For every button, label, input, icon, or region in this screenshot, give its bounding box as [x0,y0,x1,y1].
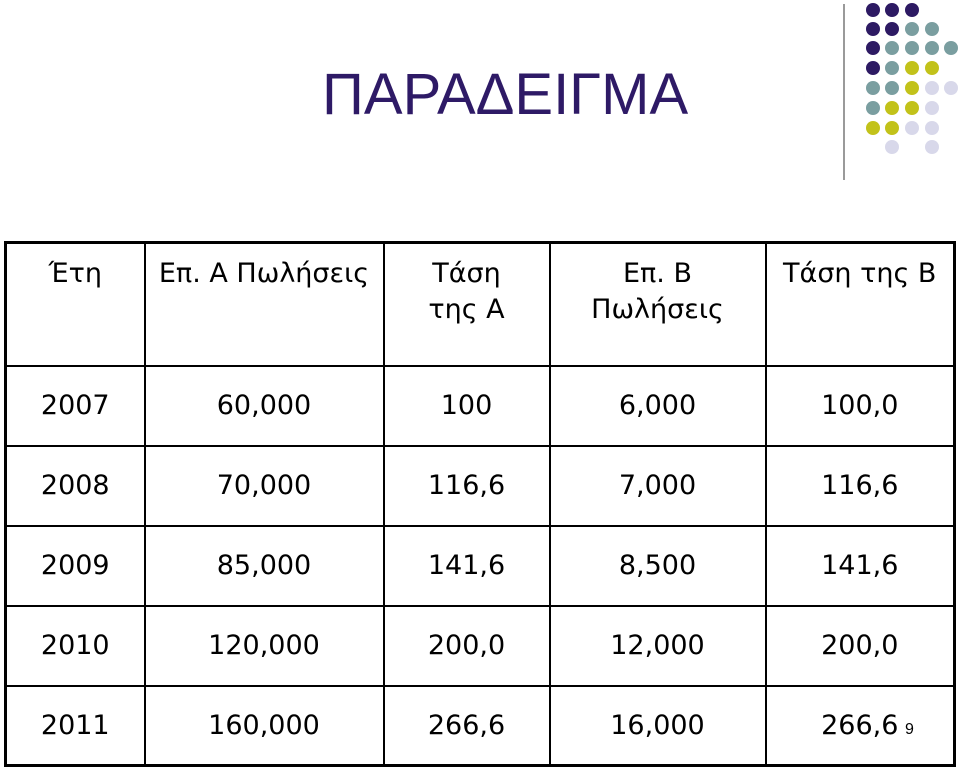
cell-a-trend: 200,0 [384,606,550,686]
decorative-dot [866,121,880,135]
cell-b-trend: 141,6 [766,526,955,606]
decorative-dot [885,81,899,95]
decorative-dot [944,41,958,55]
cell-a-trend: 141,6 [384,526,550,606]
table-row [6,446,955,526]
page-number: 9 [905,721,914,738]
cell-year: 2010 [6,606,145,686]
decorative-dot [866,81,880,95]
cell-a-sales: 120,000 [145,606,384,686]
decorative-dot [925,121,939,135]
decorative-dot [905,101,919,115]
cell-b-sales: 8,500 [550,526,766,606]
sales-table [4,241,956,767]
decorative-dot [885,3,899,17]
decorative-dot [905,121,919,135]
decorative-dot [944,81,958,95]
decorative-dot [905,61,919,75]
decorative-dot [925,140,939,154]
decorative-divider [843,4,845,180]
decorative-dot [885,61,899,75]
decorative-dot [885,101,899,115]
table-row [6,366,955,446]
cell-b-sales: 12,000 [550,606,766,686]
header-a-sales: Επ. Α Πωλήσεις [145,243,384,366]
decorative-dot [925,61,939,75]
decorative-dot [866,101,880,115]
cell-year: 2008 [6,446,145,526]
table-row [6,686,955,766]
cell-b-sales: 7,000 [550,446,766,526]
decorative-dot [925,22,939,36]
decorative-dot [885,41,899,55]
decorative-dot [866,22,880,36]
cell-b-trend: 116,6 [766,446,955,526]
cell-a-sales: 85,000 [145,526,384,606]
decorative-dot [925,81,939,95]
decorative-dot [866,61,880,75]
decorative-dot [925,41,939,55]
header-a-trend: Τάση της Α [384,243,550,366]
slide-title: ΠΑΡΑΔΕΙΓΜΑ [322,62,689,127]
decorative-dot [905,3,919,17]
decorative-dot [885,140,899,154]
cell-b-trend: 200,0 [766,606,955,686]
cell-year: 2011 [6,686,145,766]
cell-b-sales: 16,000 [550,686,766,766]
decorative-dot [866,3,880,17]
header-years: Έτη [6,243,145,366]
cell-a-sales: 60,000 [145,366,384,446]
cell-a-trend: 100 [384,366,550,446]
decorative-dot [925,101,939,115]
decorative-dot [885,22,899,36]
table-row [6,606,955,686]
cell-a-sales: 160,000 [145,686,384,766]
cell-b-trend: 100,0 [766,366,955,446]
table-row [6,526,955,606]
cell-year: 2009 [6,526,145,606]
header-b-sales: Επ. Β Πωλήσεις [550,243,766,366]
header-b-trend: Τάση της Β [766,243,955,366]
decorative-dot [866,41,880,55]
decorative-dot [905,22,919,36]
decorative-dot [905,41,919,55]
cell-year: 2007 [6,366,145,446]
table-header-row [6,243,955,366]
cell-a-trend: 266,6 [384,686,550,766]
cell-a-trend: 116,6 [384,446,550,526]
decorative-dot [905,81,919,95]
decorative-dot [885,121,899,135]
cell-b-sales: 6,000 [550,366,766,446]
cell-b-trend: 266,6 [766,686,955,766]
cell-a-sales: 70,000 [145,446,384,526]
